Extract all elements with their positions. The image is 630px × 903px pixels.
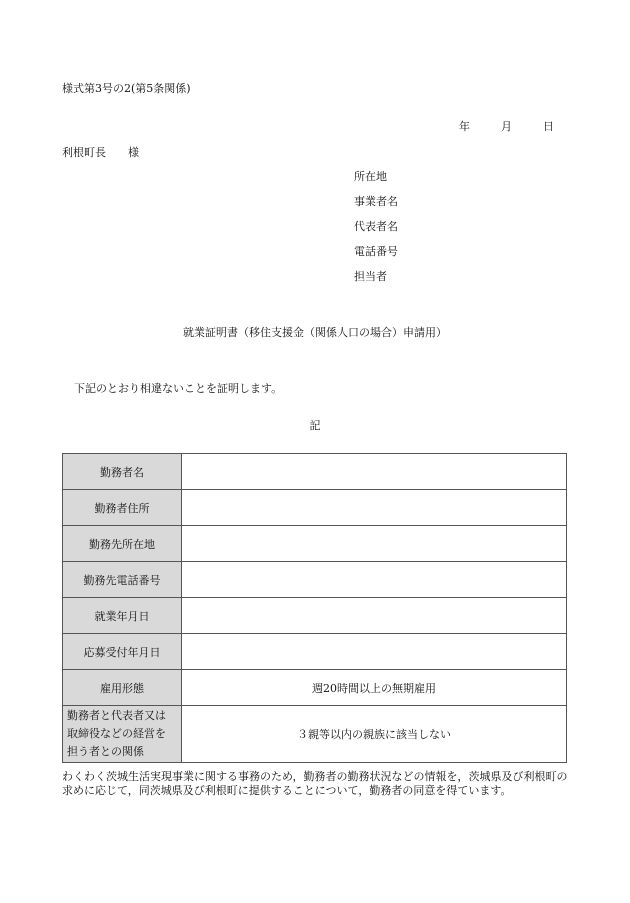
row-label-workplace-location: 勤務先所在地 xyxy=(63,526,182,562)
table-row xyxy=(63,706,567,763)
row-label-employment-type: 雇用形態 xyxy=(63,670,182,706)
row-value-application-date[interactable] xyxy=(182,634,567,670)
row-value-employment-type: 週20時間以上の無期雇用 xyxy=(182,670,567,706)
field-person-in-charge: 担当者 xyxy=(354,270,387,283)
relationship-label-line: 担う者との関係 xyxy=(67,745,144,758)
row-value-workplace-phone[interactable] xyxy=(182,562,567,598)
row-label-employment-date: 就業年月日 xyxy=(63,598,182,634)
date-line xyxy=(459,120,554,134)
field-business-name: 事業者名 xyxy=(354,195,398,208)
row-label-workplace-phone: 勤務先電話番号 xyxy=(63,562,182,598)
table-row xyxy=(63,562,567,598)
row-label-relationship xyxy=(63,706,182,763)
row-label-worker-name: 勤務者名 xyxy=(63,454,182,490)
date-year: 年 xyxy=(459,120,470,133)
table-row xyxy=(63,454,567,490)
row-value-worker-name[interactable] xyxy=(182,454,567,490)
table-row xyxy=(63,670,567,706)
row-value-workplace-location[interactable] xyxy=(182,526,567,562)
row-label-worker-address: 勤務者住所 xyxy=(63,490,182,526)
row-value-worker-address[interactable] xyxy=(182,490,567,526)
row-label-application-date: 応募受付年月日 xyxy=(63,634,182,670)
table-row xyxy=(63,526,567,562)
intro-text: 下記のとおり相違ないことを証明します。 xyxy=(74,382,283,395)
consent-note: わくわく茨城生活実現事業に関する事務のため，勤務者の勤務状況などの情報を，茨城県及び利根町の求めに応じて，同茨城県及び利根町に提供することについて，勤務者の同意を得ています。 xyxy=(62,770,568,797)
row-value-relationship: ３親等以内の親族に該当しない xyxy=(182,706,567,763)
certificate-table xyxy=(62,453,567,763)
form-number: 様式第3号の2(第5条関係) xyxy=(62,82,191,95)
date-day: 日 xyxy=(543,120,554,133)
table-row xyxy=(63,634,567,670)
ki-label: 記 xyxy=(309,419,321,432)
field-phone: 電話番号 xyxy=(354,245,398,258)
document-title: 就業証明書（移住支援金（関係人口の場合）申請用） xyxy=(183,326,447,339)
table-row xyxy=(63,490,567,526)
date-month: 月 xyxy=(501,120,512,133)
table-row xyxy=(63,598,567,634)
row-value-employment-date[interactable] xyxy=(182,598,567,634)
field-location: 所在地 xyxy=(354,170,387,183)
relationship-label-line: 取締役などの経営を xyxy=(67,727,166,740)
field-representative: 代表者名 xyxy=(354,220,398,233)
relationship-label-line: 勤務者と代表者又は xyxy=(67,709,166,722)
addressee: 利根町長 様 xyxy=(62,146,139,159)
